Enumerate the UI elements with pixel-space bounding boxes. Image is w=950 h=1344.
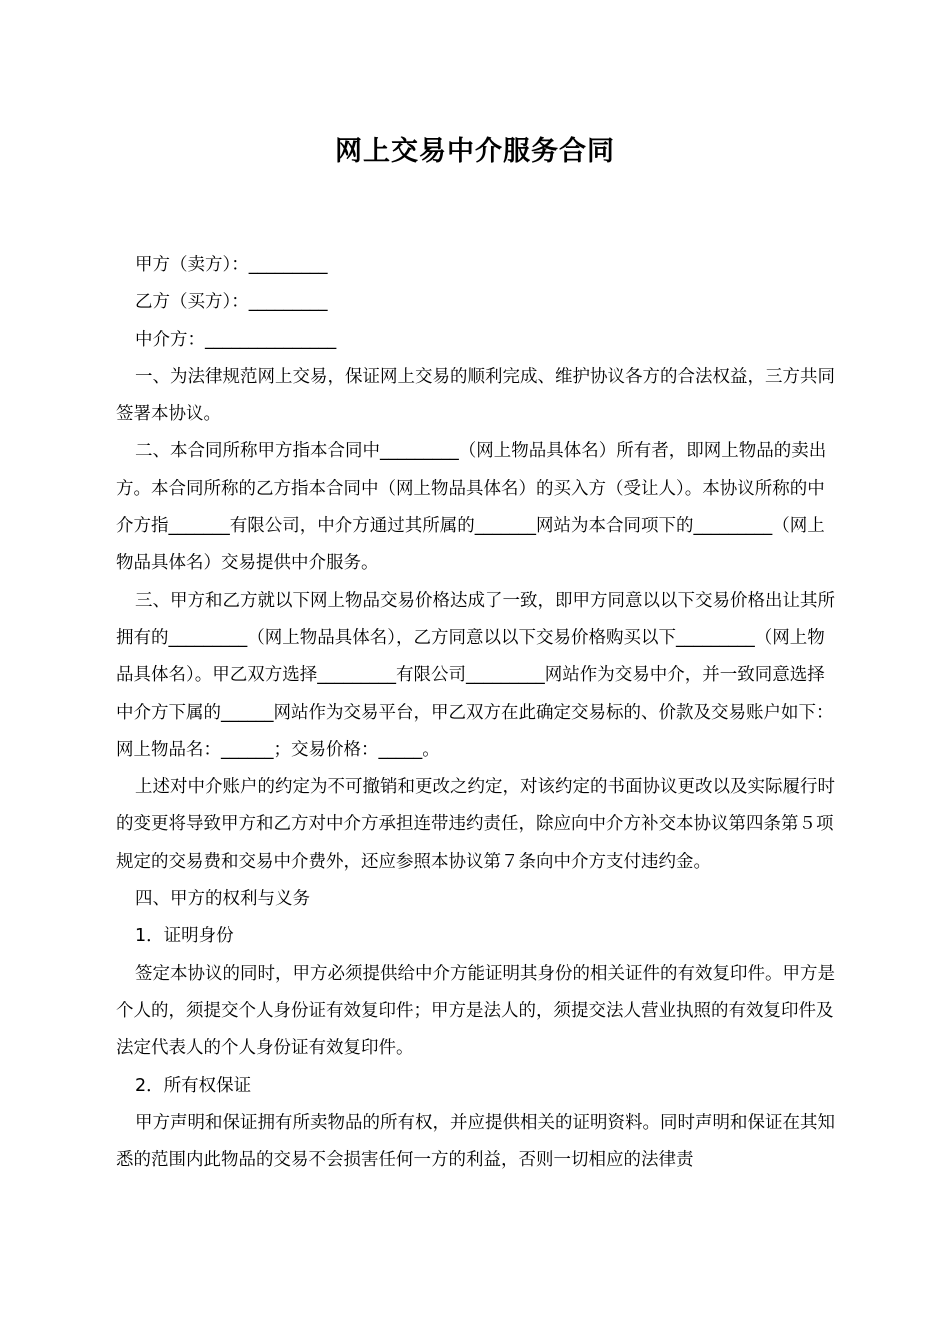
party-b-line: 乙方（买方）：_________: [135, 292, 328, 313]
document-body: [116, 247, 836, 1179]
section-4-heading: 四、甲方的权利与义务: [135, 889, 310, 910]
intermediary-line: 中介方：_______________: [135, 329, 337, 350]
clause-2: 二、本合同所称甲方指本合同中_________（网上物品具体名）所有者，即网上物品的卖出方。本合同所称的乙方指本合同中（网上物品具体名）的买入方（受让人）。本协议所称的中介方指_______有限公司，中介方通过其所属的_______网站为本合同项下的_________（网上物品具体名）交易提供中介服务。: [116, 441, 827, 574]
subsection-1-heading: 1．证明身份: [135, 926, 234, 947]
clause-3-supplement: 上述对中介账户的约定为不可撤销和更改之约定，对该约定的书面协议更改以及实际履行时的变更将导致甲方和乙方对中介方承担连带违约责任，除应向中介方补交本协议第四条第５项规定的交易费和交易中介费外，还应参照本协议第７条向中介方支付违约金。: [116, 777, 835, 872]
subsection-1-text: 签定本协议的同时，甲方必须提供给中介方能证明其身份的相关证件的有效复印件。甲方是个人的，须提交个人身份证有效复印件；甲方是法人的，须提交法人营业执照的有效复印件及法定代表人的个人身份证有效复印件。: [116, 963, 835, 1059]
document-title: 网上交易中介服务合同: [335, 136, 615, 167]
party-a-line: 甲方（卖方）：_________: [135, 255, 328, 275]
subsection-2-text: 甲方声明和保证拥有所卖物品的所有权，并应提供相关的证明资料。同时声明和保证在其知悉的范围内此物品的交易不会损害任何一方的利益，否则一切相应的法律责: [116, 1112, 835, 1171]
clause-3: 三、甲方和乙方就以下网上物品交易价格达成了一致，即甲方同意以以下交易价格出让其所拥有的_________（网上物品具体名），乙方同意以以下交易价格购买以下_________（网上物品具体名）。甲乙双方选择_________有限公司_________网站作为交易中介，并一致同意选择中介方下属的______网站作为交易平台，甲乙双方在此确定交易标的、价款及交易账户如下：网上物品名：______；交易价格：_____。: [116, 590, 835, 760]
clause-1: 一、为法律规范网上交易，保证网上交易的顺利完成、维护协议各方的合法权益，三方共同签署本协议。: [116, 366, 835, 425]
subsection-2-heading: 2．所有权保证: [135, 1075, 252, 1096]
